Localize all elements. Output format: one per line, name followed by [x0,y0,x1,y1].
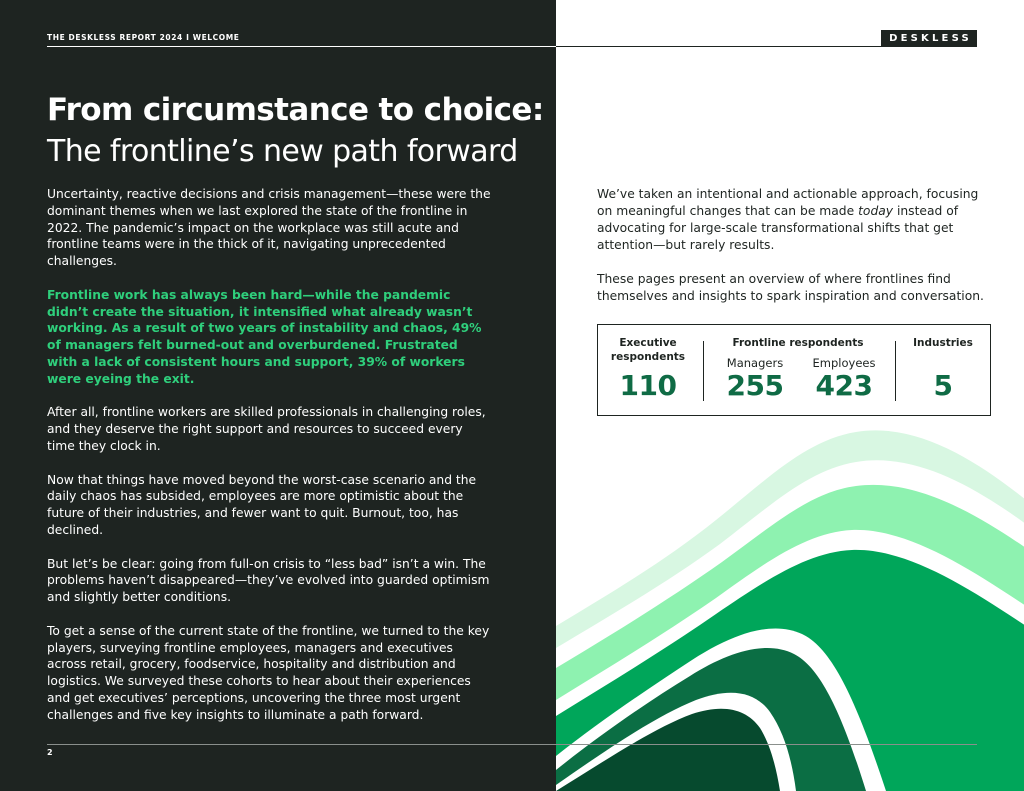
executive-respondents-value: 110 [619,369,677,402]
employees-value: 423 [815,369,873,402]
report-section-label: THE DESKLESS REPORT 2024 I WELCOME [47,33,240,42]
body-paragraph: To get a sense of the current state of the frontline, we turned to the key players, surveying frontline employees, managers and executives across retail, grocery, foodservice, hospitality and distribution and logistics. We surveyed these cohorts to hear about their experiences and get executives’ perceptions, uncovering the three most urgent challenges and five key insights to illuminate a path forward. [47,623,490,722]
body-paragraph: But let’s be clear: going from full-on crisis to “less bad” isn’t a win. The problems haven’t disappeared—they’ve evolved into guarded optimism and slightly better conditions. [47,556,490,605]
page-subtitle: The frontline’s new path forward [47,134,518,169]
industries-label: Industries [913,337,973,349]
body-paragraph: Uncertainty, reactive decisions and crisis management—these were the dominant themes when we last explored the state of the frontline in 2022. The pandemic’s impact on the workplace was still acute and frontline teams were in the thick of it, navigating unprecedented challenges. [47,187,491,269]
page-title: From circumstance to choice: [47,92,544,128]
employees-label: Employees [812,356,876,370]
highlight-paragraph: Frontline work has always been hard—while the pandemic didn’t create the situation, it intensified what already wasn’t working. As a result of two years of instability and chaos, 49% of managers felt burned-out and overburdened. Frustrated with a lack of consistent hours and support, 39% of workers were eyeing the exit. [47,287,482,386]
frontline-respondents-label: Frontline respondents [732,337,864,349]
body-paragraph: Now that things have moved beyond the worst-case scenario and the daily chaos has subsided, employees are more optimistic about the future of their industries, and fewer want to quit. Burnout, too, has declined. [47,472,477,537]
managers-value: 255 [726,369,784,402]
respondent-stats-box [597,324,991,416]
industries-value: 5 [933,369,953,402]
emphasis-today: today [858,204,894,218]
right-body-text [597,186,992,322]
header-divider-left [47,46,556,47]
approach-paragraph: We’ve taken an intentional and actionable approach, focusing on meaningful changes that can be made today instead of advocating for large-scale transformational shifts that get attention—but rarely results. [597,187,979,252]
left-body-text [47,186,492,740]
overview-paragraph: These pages present an overview of where frontlines find themselves and insights to spark inspiration and conversation. [597,272,984,303]
managers-label: Managers [726,356,784,370]
stats-divider [703,341,704,401]
executive-respondents-label: Executive respondents [610,337,686,363]
page-number: 2 [47,748,53,757]
body-paragraph: After all, frontline workers are skilled professionals in challenging roles, and they deserve the right support and resources to succeed every time they clock in. [47,405,486,453]
deskless-logo: DESKLESS [881,30,977,47]
footer-divider [47,744,977,745]
